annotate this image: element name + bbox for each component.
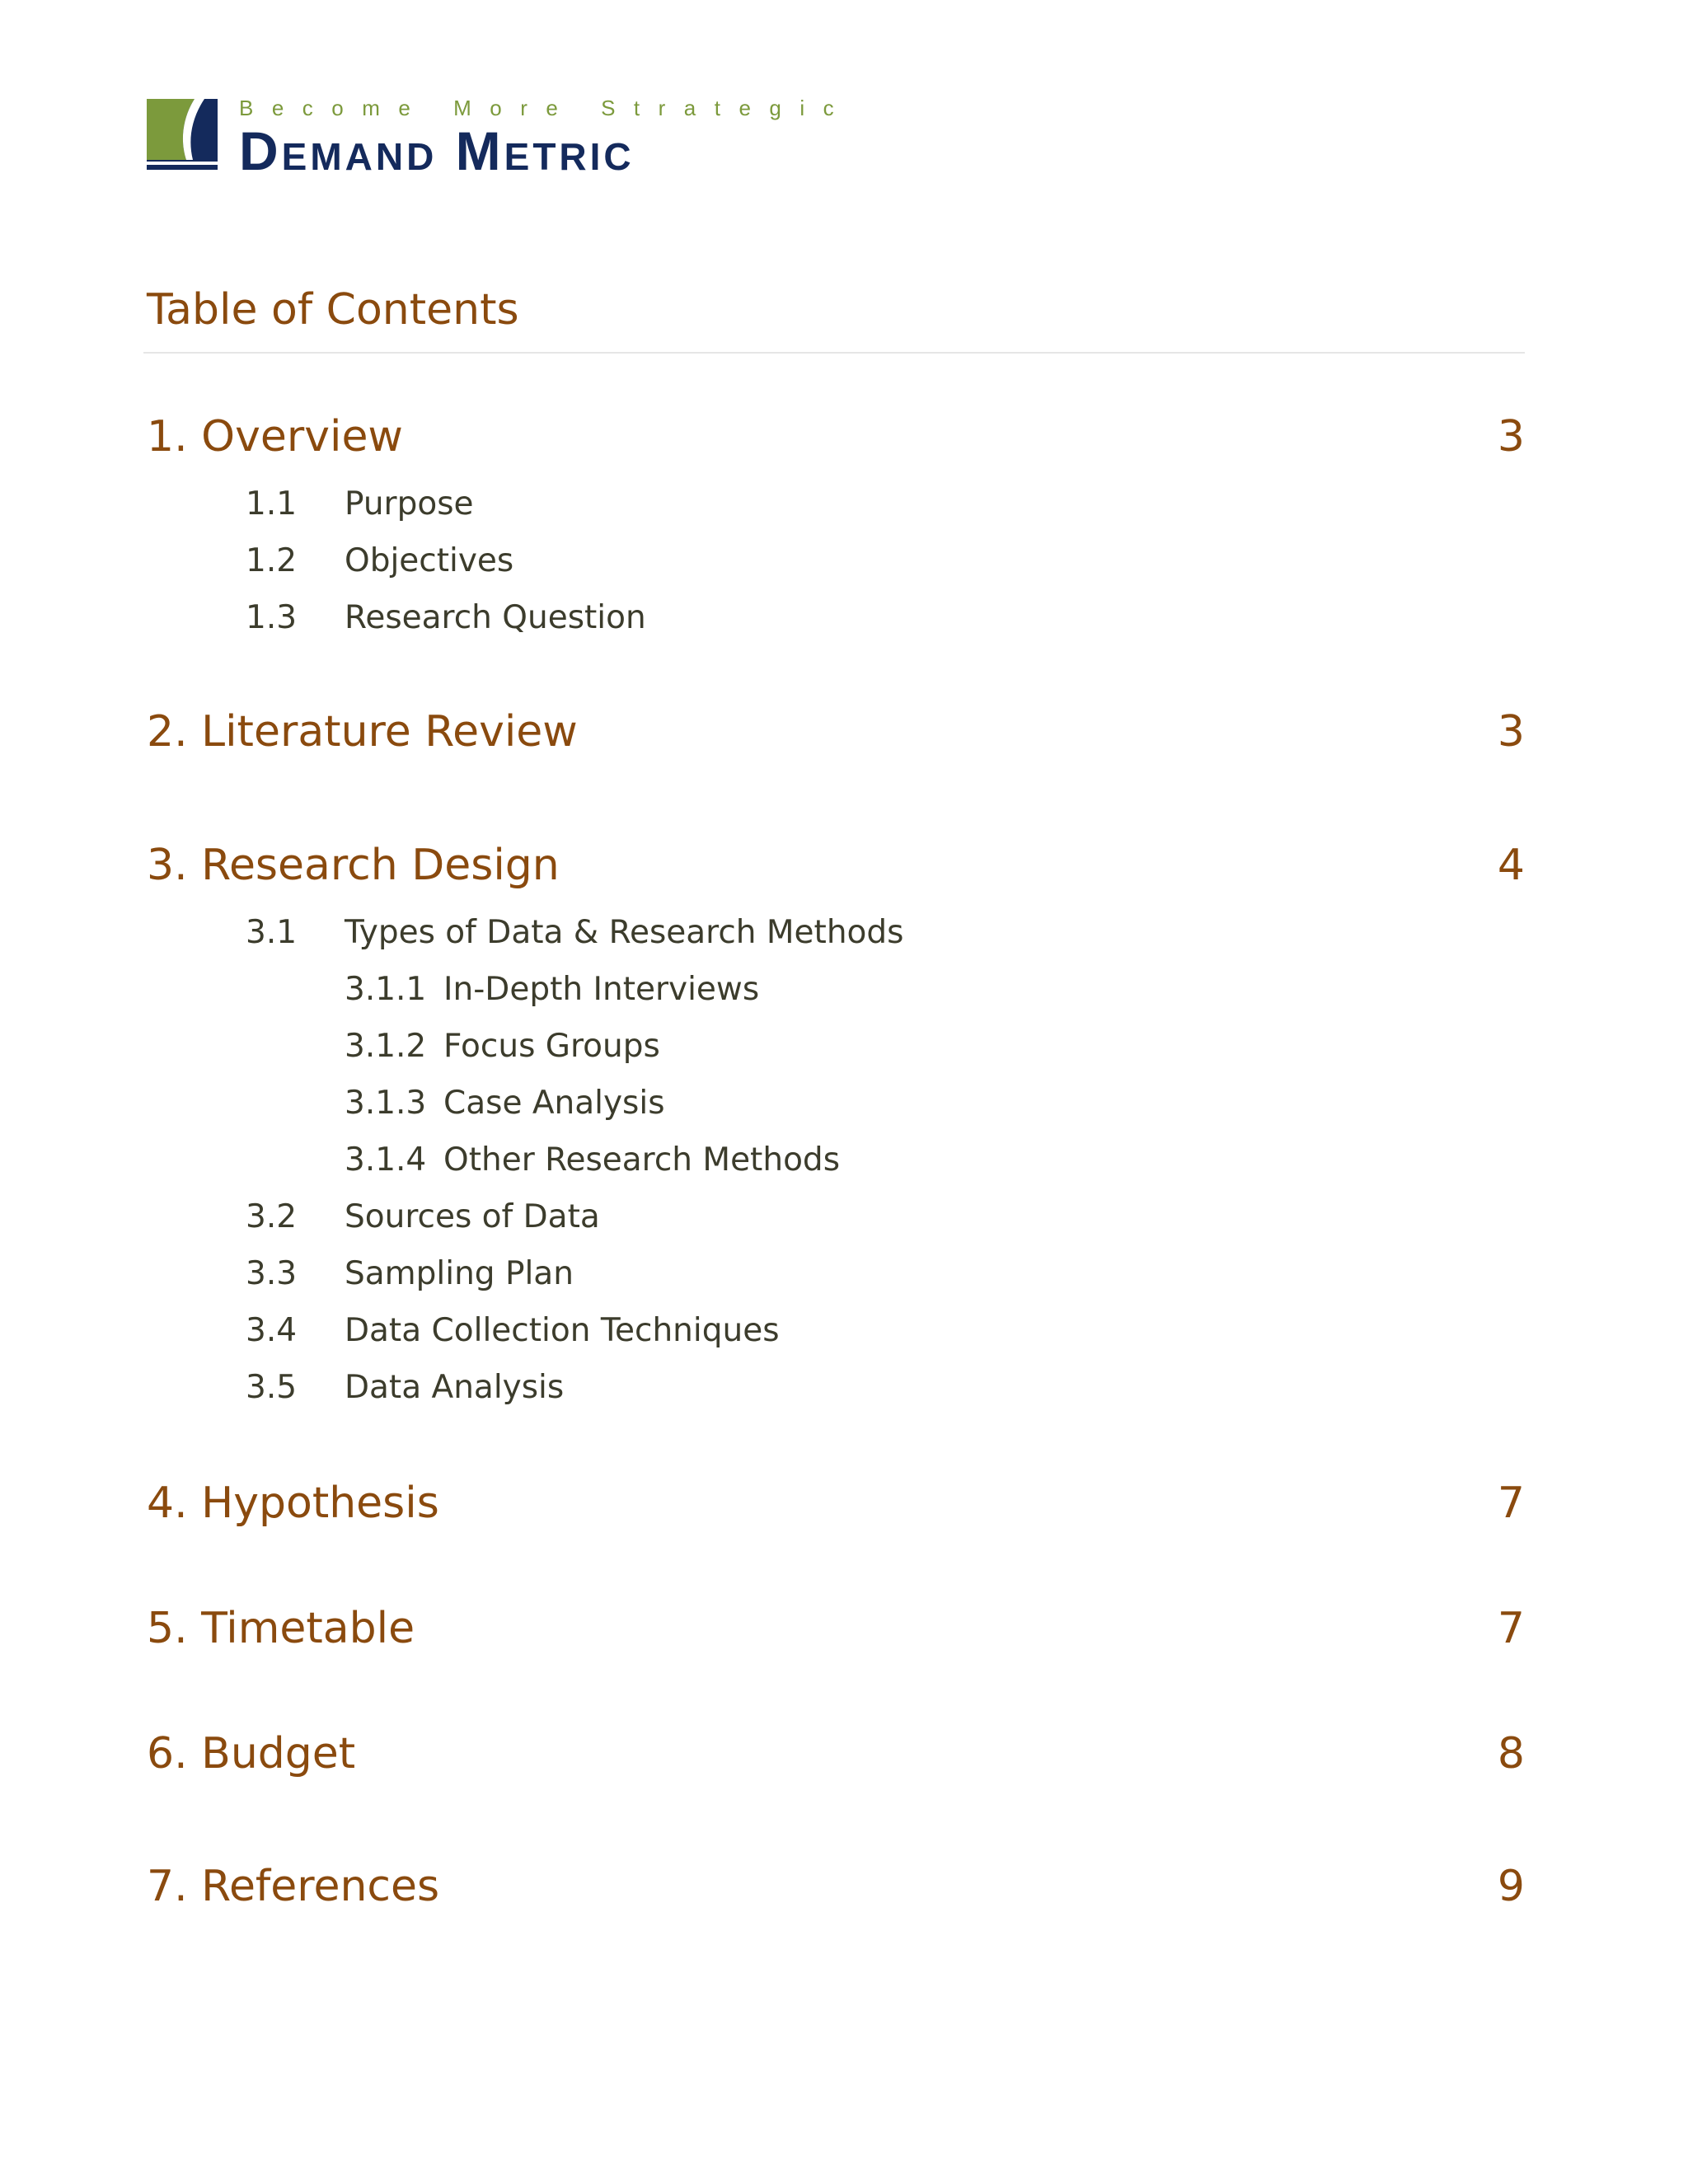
section-page-number: 3 bbox=[1497, 707, 1525, 757]
toc-section-timetable[interactable] bbox=[147, 1600, 1525, 1657]
toc-section-references[interactable] bbox=[147, 1858, 1525, 1915]
section-title: 7. References bbox=[147, 1862, 440, 1911]
toc-title: Table of Contents bbox=[147, 285, 519, 335]
subsection-number: 3.5 bbox=[246, 1369, 298, 1406]
subsection-label: Case Analysis bbox=[443, 1085, 665, 1122]
logo-mark-icon bbox=[147, 99, 218, 170]
subsection-number: 3.1.2 bbox=[345, 1028, 427, 1065]
subsection-label: In-Depth Interviews bbox=[443, 971, 760, 1008]
subsection-label: Other Research Methods bbox=[443, 1141, 841, 1179]
section-page-number: 7 bbox=[1497, 1479, 1525, 1528]
subsection-number: 1.2 bbox=[246, 542, 298, 579]
subsection-number: 3.2 bbox=[246, 1198, 298, 1235]
logo-tagline: Become More Strategic bbox=[239, 96, 853, 120]
subsection-number: 1.1 bbox=[246, 485, 298, 523]
section-page-number: 4 bbox=[1497, 841, 1525, 890]
subsection-label: Research Question bbox=[345, 599, 646, 636]
section-title: 5. Timetable bbox=[147, 1604, 415, 1653]
subsection-number: 3.1.1 bbox=[345, 971, 427, 1008]
section-title: 2. Literature Review bbox=[147, 707, 578, 757]
toc-section-hypothesis[interactable] bbox=[147, 1474, 1525, 1532]
subsection-label: Data Analysis bbox=[345, 1369, 565, 1406]
toc-section-research-design[interactable] bbox=[147, 837, 1525, 894]
subsection-label: Data Collection Techniques bbox=[345, 1312, 780, 1349]
subsection-label: Focus Groups bbox=[443, 1028, 660, 1065]
subsection-number: 3.1.4 bbox=[345, 1141, 427, 1179]
section-page-number: 8 bbox=[1497, 1729, 1525, 1779]
section-title: 1. Overview bbox=[147, 412, 403, 462]
logo-name: Demand Metric bbox=[239, 120, 635, 181]
subsection-label: Objectives bbox=[345, 542, 514, 579]
subsection-number: 1.3 bbox=[246, 599, 298, 636]
toc-section-overview[interactable] bbox=[147, 408, 1525, 466]
subsection-number: 3.4 bbox=[246, 1312, 298, 1349]
toc-section-literature-review[interactable] bbox=[147, 703, 1525, 761]
subsection-number: 3.3 bbox=[246, 1255, 298, 1292]
section-title: 6. Budget bbox=[147, 1729, 356, 1779]
title-divider bbox=[143, 352, 1525, 354]
subsection-label: Sources of Data bbox=[345, 1198, 600, 1235]
subsection-label: Purpose bbox=[345, 485, 474, 523]
section-page-number: 7 bbox=[1497, 1604, 1525, 1653]
section-page-number: 3 bbox=[1497, 412, 1525, 462]
subsection-label: Sampling Plan bbox=[345, 1255, 574, 1292]
demand-metric-logo bbox=[147, 92, 853, 183]
toc-section-budget[interactable] bbox=[147, 1725, 1525, 1783]
section-title: 4. Hypothesis bbox=[147, 1479, 439, 1528]
subsection-number: 3.1.3 bbox=[345, 1085, 427, 1122]
section-page-number: 9 bbox=[1497, 1862, 1525, 1911]
subsection-label: Types of Data & Research Methods bbox=[345, 914, 904, 951]
subsection-number: 3.1 bbox=[246, 914, 298, 951]
section-title: 3. Research Design bbox=[147, 841, 560, 890]
